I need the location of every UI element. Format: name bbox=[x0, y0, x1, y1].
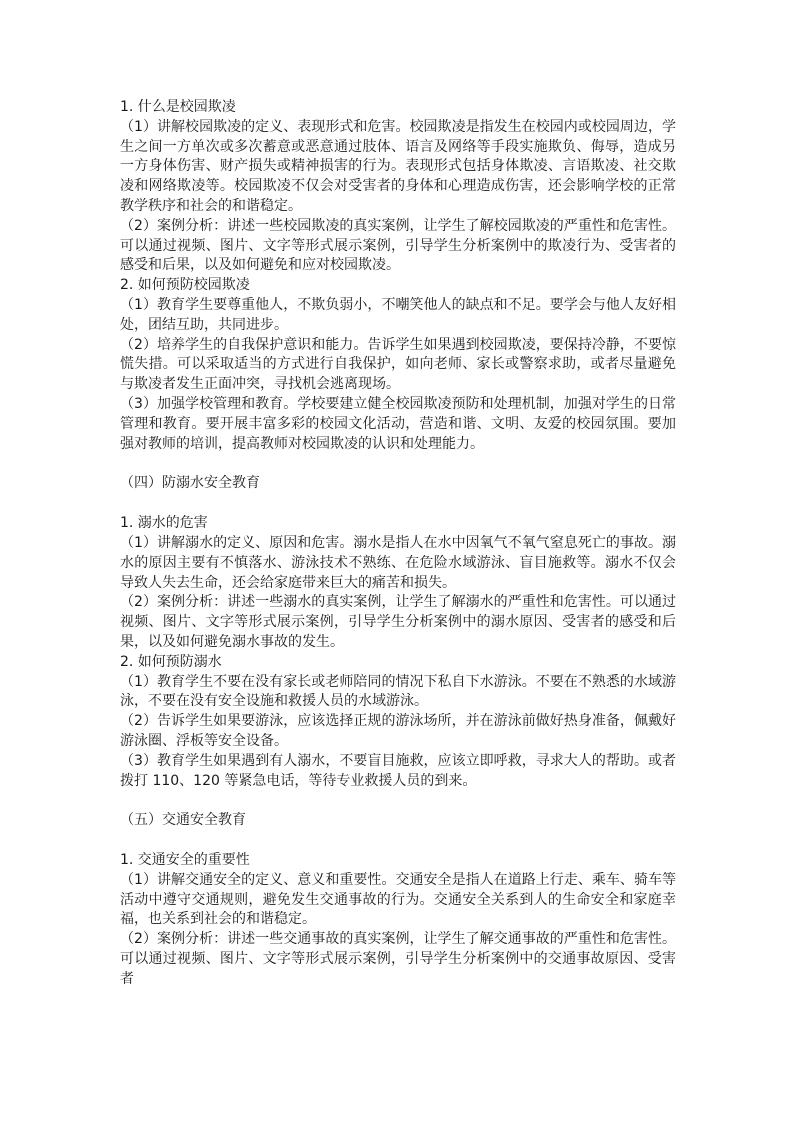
paragraph: （1）教育学生要尊重他人，不欺负弱小，不嘲笑他人的缺点和不足。要学会与他人友好相处，团结互助，共同进步。 bbox=[120, 296, 676, 333]
section-title-traffic: （五）交通安全教育 bbox=[120, 812, 246, 829]
paragraph: （3）加强学校管理和教育。学校要建立健全校园欺凌预防和处理机制，加强对学生的日常管理和教育。要开展丰富多彩的校园文化活动，营造和谐、文明、友爱的校园氛围。要加强对教师的培训，提高教师对校园欺凌的认识和处理能力。 bbox=[120, 395, 676, 452]
spacer bbox=[120, 454, 676, 474]
paragraph: （1）讲解校园欺凌的定义、表现形式和危害。校园欺凌是指发生在校园内或校园周边，学生之间一方单次或多次蓄意或恶意通过肢体、语言及网络等手段实施欺负、侮辱，造成另一方身体伤害、财产损失或精神损害的行为。表现形式包括身体欺凌、言语欺凌、社交欺凌和网络欺凌等。校园欺凌不仅会对受害者的身体和心理造成伤害，还会影响学校的正常教学秩序和社会的和谐稳定。 bbox=[120, 118, 676, 214]
paragraph: （2）告诉学生如果要游泳，应该选择正规的游泳场所，并在游泳前做好热身准备，佩戴好游泳圈、浮板等安全设备。 bbox=[120, 713, 676, 749]
paragraph: （2）案例分析：讲述一些交通事故的真实案例，让学生了解交通事故的严重性和危害性。可以通过视频、图片、文字等形式展示案例，引导学生分析案例中的交通事故原因、受害者 bbox=[120, 931, 676, 987]
document-body bbox=[120, 98, 676, 990]
subheading-bullying-prevention: 2. 如何预防校园欺凌 bbox=[120, 277, 250, 294]
paragraph: （1）教育学生不要在没有家长或老师陪同的情况下私自下水游泳。不要在不熟悉的水域游泳，不要在没有安全设施和救援人员的水域游泳。 bbox=[120, 673, 676, 710]
section-title-drowning: （四）防溺水安全教育 bbox=[120, 475, 260, 492]
subheading-drowning-prevention: 2. 如何预防溺水 bbox=[120, 653, 222, 670]
spacer bbox=[120, 791, 676, 811]
paragraph: （3）教育学生如果遇到有人溺水，不要盲目施救，应该立即呼救，寻求大人的帮助。或者拨打 110、120 等紧急电话，等待专业救援人员的到来。 bbox=[120, 752, 676, 789]
spacer bbox=[120, 494, 676, 514]
paragraph: （2）案例分析：讲述一些溺水的真实案例，让学生了解溺水的严重性和危害性。可以通过视频、图片、文字等形式展示案例，引导学生分析案例中的溺水原因、受害者的感受和后果，以及如何避免溺水事故的发生。 bbox=[120, 594, 676, 650]
subheading-bullying-definition: 1. 什么是校园欺凌 bbox=[120, 99, 236, 115]
paragraph: （1）讲解溺水的定义、原因和危害。溺水是指人在水中因氧气不氧气窒息死亡的事故。溺水的原因主要有不慎落水、游泳技术不熟练、在危险水域游泳、盲目施救等。溺水不仅会导致人失去生命，还会给家庭带来巨大的痛苦和损失。 bbox=[120, 534, 676, 591]
subheading-drowning-harm: 1. 溺水的危害 bbox=[120, 515, 208, 532]
subheading-traffic-importance: 1. 交通安全的重要性 bbox=[120, 852, 250, 869]
paragraph: （2）培养学生的自我保护意识和能力。告诉学生如果遇到校园欺凌，要保持冷静，不要惊慌失措。可以采取适当的方式进行自我保护，如向老师、家长或警察求助，或者尽量避免与欺凌者发生正面冲突，寻找机会逃离现场。 bbox=[120, 336, 676, 393]
paragraph: （1）讲解交通安全的定义、意义和重要性。交通安全是指人在道路上行走、乘车、骑车等活动中遵守交通规则，避免发生交通事故的行为。交通安全关系到人的生命安全和家庭幸福，也关系到社会的和谐稳定。 bbox=[120, 871, 676, 928]
paragraph: （2）案例分析：讲述一些校园欺凌的真实案例，让学生了解校园欺凌的严重性和危害性。可以通过视频、图片、文字等形式展示案例，引导学生分析案例中的欺凌行为、受害者的感受和后果，以及如何避免和应对校园欺凌。 bbox=[120, 217, 676, 274]
spacer bbox=[120, 831, 676, 851]
